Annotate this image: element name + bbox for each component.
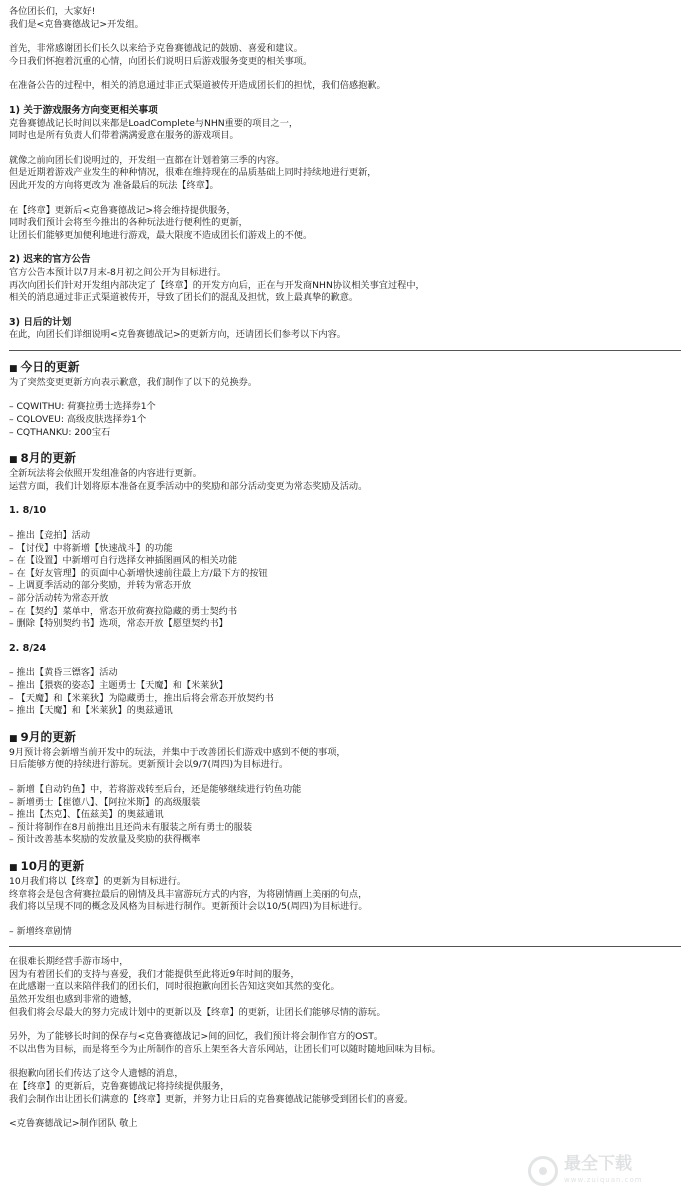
october-update-heading [9, 859, 681, 876]
section-1-line: 同时也是所有负责人们带着满满爱意在服务的游戏项目。 [9, 130, 239, 142]
august-sub-1-title: 1. 8/10 [9, 505, 47, 517]
logo-icon [528, 1156, 558, 1186]
august-update-heading [9, 451, 681, 468]
coupon-code: – CQLOVEU: 高级皮肤选择券1个 [9, 414, 147, 426]
closing-line: 在【终章】的更新后，克鲁赛德战记将持续提供服务， [9, 1081, 230, 1093]
closing-line: 我们会制作出让团长们满意的【终章】更新，并努力让日后的克鲁赛德战记能够受到团长们的喜爱。 [9, 1093, 414, 1105]
september-desc: 9月预计将会新增当前开发中的玩法，并集中于改善团长们游戏中感到不便的事项， [9, 746, 346, 758]
october-desc: 10月我们将以【终章】的更新为目标进行。 [9, 875, 187, 887]
list-item: – 上调夏季活动的部分奖励，并转为常态开放 [9, 580, 192, 592]
september-update-heading [9, 730, 681, 747]
august-desc: 运营方面，我们计划将原本准备在夏季活动中的奖励和部分活动变更为常态奖励及活动。 [9, 480, 368, 492]
square-bullet-icon: ■ [9, 455, 18, 466]
august-desc: 全新玩法将会依照开发组准备的内容进行更新。 [9, 468, 202, 480]
announcement-document [9, 6, 681, 1131]
signature: <克鲁赛德战记>制作团队 敬上 [9, 1118, 138, 1130]
section-1-line: 让团长们能够更加便利地进行游戏，最大限度不造成团长们游戏上的不便。 [9, 229, 313, 241]
august-update-title: 8月的更新 [20, 451, 76, 466]
list-item: – 新增勇士【崔德八】、【阿拉米斯】的高级服装 [9, 796, 201, 808]
list-item: – 删除【特别契约书】选项，常态开放【愿望契约书】 [9, 618, 228, 630]
section-3-title: 3) 日后的计划 [9, 316, 72, 328]
september-update-title: 9月的更新 [20, 729, 76, 744]
list-item: – 在【设置】中新增可自行选择女神插图画风的相关功能 [9, 555, 238, 567]
watermark-title: 最全下载 [564, 1154, 632, 1175]
section-1-line: 克鲁赛德战记长时间以来都是LoadComplete与NHN重要的项目之一， [9, 117, 299, 129]
section-1-line: 同时我们预计会将至今推出的各种玩法进行便利性的更新， [9, 217, 248, 229]
list-item: – 新增终章剧情 [9, 925, 72, 937]
closing-line: 另外，为了能够长时间的保存与<克鲁赛德战记>间的回忆，我们预计将会制作官方的OST。 [9, 1031, 384, 1043]
list-item: – 预计将制作在8月前推出且还尚未有服装之所有勇士的服装 [9, 821, 253, 833]
greeting: 各位团长们，大家好! [9, 6, 96, 17]
section-2-title: 2) 迟来的官方公告 [9, 254, 91, 266]
august-sub-2-title: 2. 8/24 [9, 642, 47, 654]
divider [9, 946, 681, 947]
square-bullet-icon: ■ [9, 363, 18, 374]
section-1-line: 就像之前向团长们说明过的，开发组一直都在计划着第三季的内容。 [9, 154, 285, 166]
october-update-title: 10月的更新 [20, 858, 85, 873]
section-2-line: 再次向团长们针对开发组内部决定了【终章】的开发方向后，正在与开发商NHN协议相关事宜过程中， [9, 279, 425, 291]
list-item: – 部分活动转为常态开放 [9, 593, 109, 604]
list-item: – 新增【自动钓鱼】中，若将游戏转至后台，还是能够继续进行钓鱼功能 [9, 783, 302, 795]
list-item: – 推出【杰克】、【伍兹美】的奥兹通讯 [9, 809, 164, 821]
closing-line: 虽然开发组也感到非常的遗憾， [9, 994, 138, 1006]
watermark-url: www.zuiquan.com [564, 1176, 643, 1185]
list-item: – 推出【天魔】和【米莱狄】的奥兹通讯 [9, 705, 173, 717]
list-item: – 在【好友管理】的页面中心新增快速前往最上方/最下方的按钮 [9, 567, 268, 579]
list-item: – 在【契约】菜单中，常态开放荷赛拉隐藏的勇士契约书 [9, 605, 238, 617]
section-1-title: 1) 关于游戏服务方向变更相关事项 [9, 104, 158, 116]
today-update-title: 今日的更新 [20, 359, 80, 374]
section-2-line: 官方公告本预计以7月末-8月初之间公开为目标进行。 [9, 266, 227, 278]
section-1-line: 在【终章】更新后<克鲁赛德战记>将会维持提供服务， [9, 204, 236, 216]
today-update-desc: 为了突然变更更新方向表示歉意，我们制作了以下的兑换券。 [9, 376, 258, 388]
october-desc: 终章将会是包含荷赛拉最后的剧情及具丰富游玩方式的内容，为将剧情画上美丽的句点， [9, 888, 368, 900]
coupon-code: – CQTHANKU: 200宝石 [9, 426, 111, 438]
list-item: – 推出【猥亵的姿态】主题勇士【天魔】和【米莱狄】 [9, 679, 228, 691]
closing-line: 很抱歉向团长们传达了这令人遗憾的消息， [9, 1068, 184, 1080]
list-item: – 推出【黄昏三镖客】活动 [9, 667, 118, 679]
list-item: – 推出【竞拍】活动 [9, 530, 91, 542]
closing-line: 但我们将会尽最大的努力完成计划中的更新以及【终章】的更新，让团长们能够尽情的游玩。 [9, 1006, 386, 1018]
list-item: – 【天魔】和【米莱狄】为隐藏勇士，推出后将会常态开放契约书 [9, 692, 274, 704]
intro-line: 首先，非常感谢团长们长久以来给予克鲁赛德战记的鼓励、喜爱和建议。 [9, 43, 303, 55]
apology-line: 在准备公告的过程中，相关的消息通过非正式渠道被传开造成团长们的担忧，我们倍感抱歉。 [9, 80, 386, 92]
coupon-code: – CQWITHU: 荷赛拉勇士选择券1个 [9, 401, 156, 413]
section-2-line: 相关的消息通过非正式渠道被传开，导致了团长们的混乱及担忧，致上最真挚的歉意。 [9, 292, 359, 304]
square-bullet-icon: ■ [9, 733, 18, 744]
section-1-line: 但是近期着游戏产业发生的种种情况，很难在维持现在的品质基础上同时持续地进行更新， [9, 167, 377, 179]
team-intro: 我们是<克鲁赛德战记>开发组。 [9, 18, 144, 30]
list-item: – 【讨伐】中将新增【快速战斗】的功能 [9, 542, 173, 554]
intro-line: 今日我们怀抱着沉重的心情，向团长们说明日后游戏服务变更的相关事项。 [9, 55, 313, 67]
october-desc: 我们将以呈现不同的概念及风格为目标进行制作。更新预计会以10/5(周四)为目标进行。 [9, 901, 368, 913]
closing-line: 在此感谢一直以来陪伴我们的团长们，同时很抱歉向团长告知这突如其然的变化。 [9, 981, 340, 993]
september-desc: 日后能够方便的持续进行游玩。更新预计会以9/7(周四)为目标进行。 [9, 759, 289, 771]
square-bullet-icon: ■ [9, 862, 18, 873]
closing-line: 不以出售为目标，而是将至今为止所制作的音乐上架至各大音乐网站，让团长们可以随时随地回味为目标。 [9, 1043, 441, 1055]
divider [9, 350, 681, 351]
closing-line: 在很难长期经营手游市场中， [9, 956, 129, 968]
today-update-heading [9, 360, 681, 377]
closing-line: 因为有着团长们的支持与喜爱，我们才能提供至此将近9年时间的服务， [9, 968, 300, 980]
section-3-line: 在此，向团长们详细说明<克鲁赛德战记>的更新方向，还请团长们参考以下内容。 [9, 329, 346, 341]
list-item: – 预计改善基本奖励的发放量及奖励的获得概率 [9, 834, 201, 846]
section-1-line: 因此开发的方向将更改为 准备最后的玩法【终章】。 [9, 179, 219, 191]
watermark [528, 1151, 678, 1191]
